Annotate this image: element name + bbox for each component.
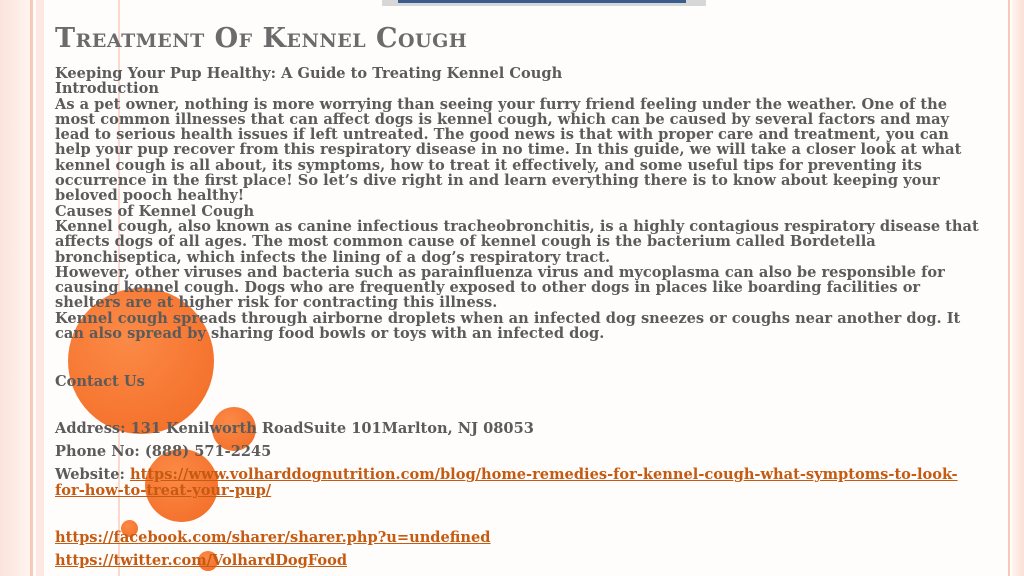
causes-paragraph-2: However, other viruses and bacteria such as parainfluenza virus and mycoplasma can also be responsible for causing kennel cough. Dogs who are frequently exposed to other dogs in places like boarding facilities or shelters are at higher risk for contracting this illness. xyxy=(55,263,945,312)
website-label: Website: xyxy=(55,466,130,484)
right-decor-stripe xyxy=(1012,0,1024,576)
facebook-row xyxy=(55,530,980,546)
twitter-link[interactable]: https://twitter.com/VolhardDogFood xyxy=(55,552,348,570)
left-decor-stripe xyxy=(0,0,30,576)
page-title: Treatment Of Kennel Cough xyxy=(55,23,468,54)
contact-website xyxy=(55,467,980,499)
contact-address: Address: 131 Kenilworth RoadSuite 101Marlton, NJ 08053 xyxy=(55,420,534,438)
causes-paragraph-3: Kennel cough spreads through airborne droplets when an infected dog sneezes or coughs near another dog. It can also spread by sharing food bowls or toys with an infected dog. xyxy=(55,309,961,343)
left-decor-band xyxy=(36,0,44,576)
intro-heading: Introduction xyxy=(55,80,159,98)
intro-paragraph: As a pet owner, nothing is more worrying than seeing your furry friend feeling under the weather. One of the most common illnesses that can affect dogs is kennel cough, which can be caused by several factors and may lead to serious health issues if left untreated. The good news is that with proper care and treatment, you can help your pup recover from this respiratory disease in no time. In this guide, we will take a closer look at what kennel cough is all about, its symptoms, how to treat it effectively, and some useful tips for preventing its occurrence in the first place! So let’s dive right in and learn everything there is to know about keeping your beloved pooch healthy! xyxy=(55,95,962,205)
top-image-strip xyxy=(398,0,686,3)
website-link[interactable]: https://www.volharddognutrition.com/blog/home-remedies-for-kennel-cough-what-symptoms-to-look-for-how-to-treat-your-pup/ xyxy=(55,466,958,500)
contact-heading: Contact Us xyxy=(55,373,145,391)
causes-paragraph-1: Kennel cough, also known as canine infectious tracheobronchitis, is a highly contagious respiratory disease that affects dogs of all ages. The most common cause of kennel cough is the bacterium called Bordetella bronchiseptica, which infects the lining of a dog’s respiratory tract. xyxy=(55,217,979,266)
main-content xyxy=(55,22,980,569)
left-decor-line xyxy=(30,0,33,576)
subtitle: Keeping Your Pup Healthy: A Guide to Treating Kennel Cough xyxy=(55,65,563,82)
contact-phone: Phone No: (888) 571-2245 xyxy=(55,443,272,461)
facebook-share-link[interactable]: https://facebook.com/sharer/sharer.php?u=undefined xyxy=(55,529,491,547)
causes-heading: Causes of Kennel Cough xyxy=(55,202,255,220)
right-decor-line xyxy=(1008,0,1010,576)
twitter-row xyxy=(55,553,980,569)
